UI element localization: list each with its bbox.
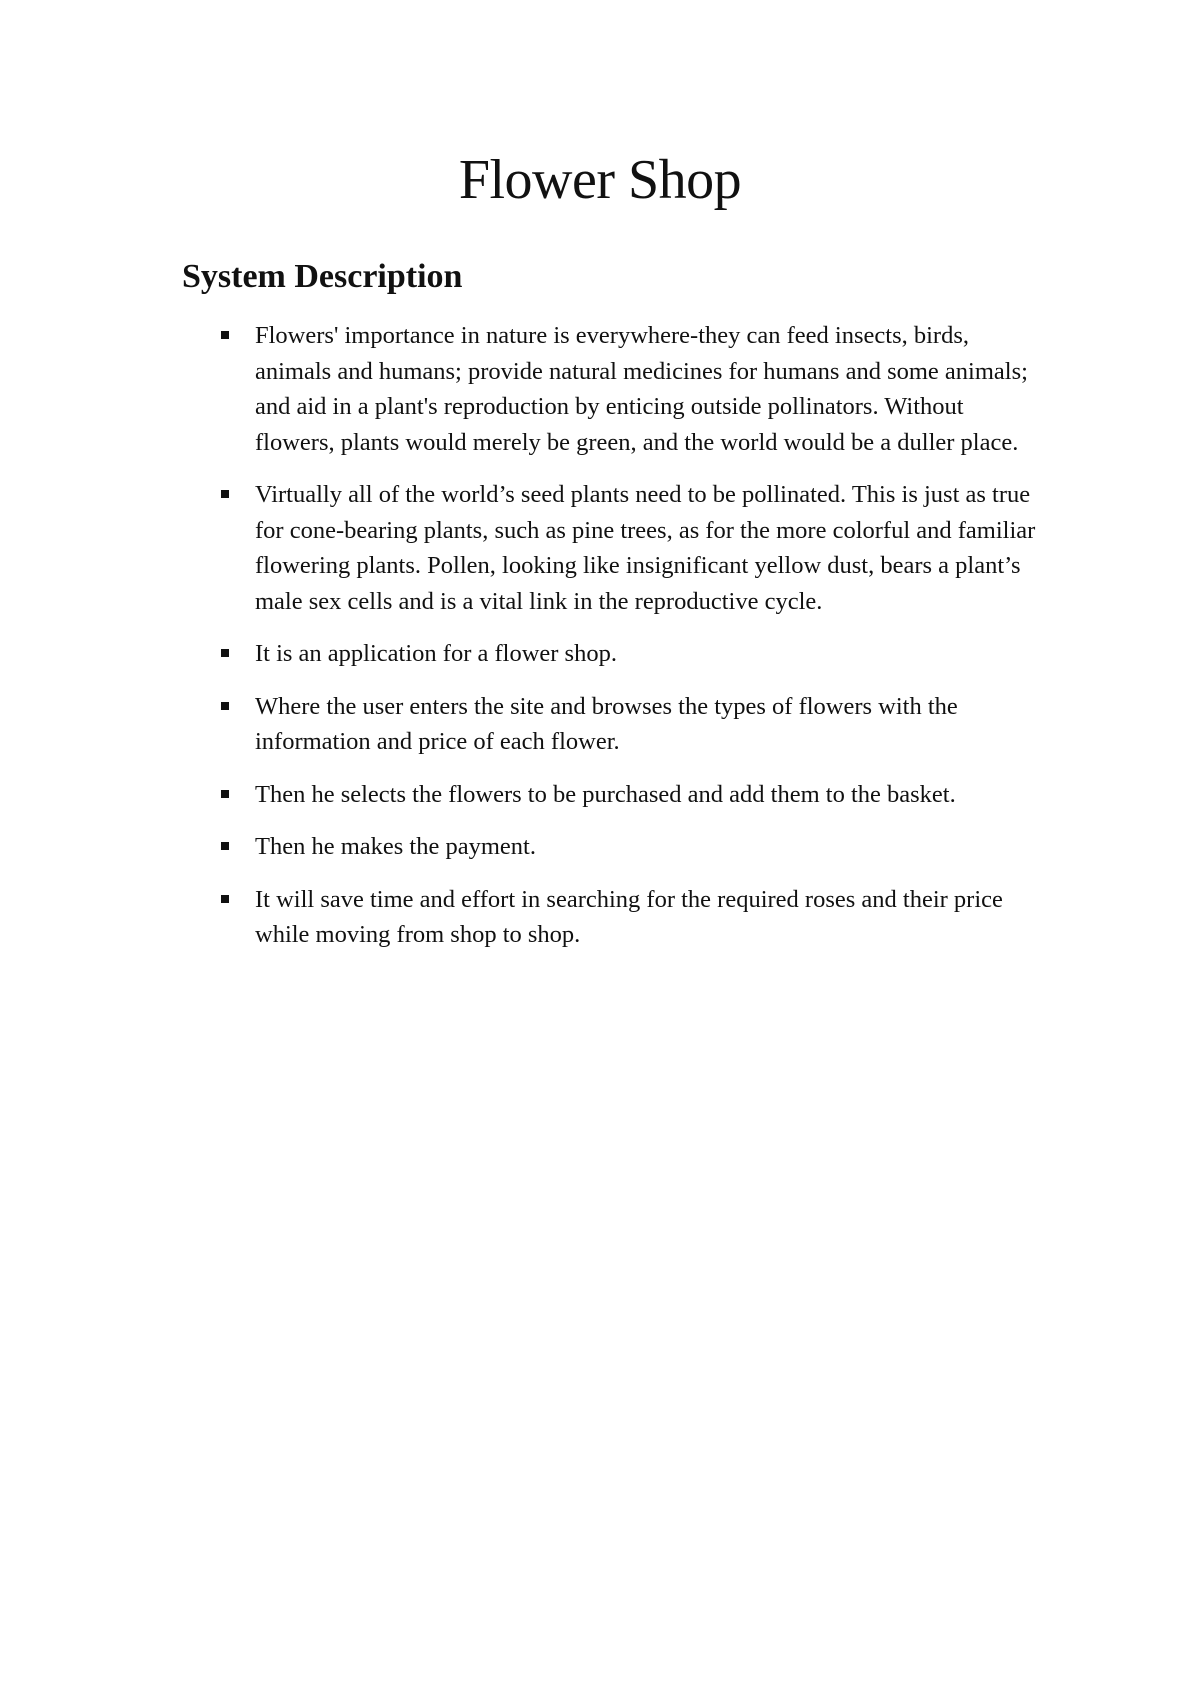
list-item-text: Then he selects the flowers to be purchased and add them to the basket. bbox=[255, 780, 956, 808]
list-item-text: Where the user enters the site and browses the types of flowers with the information and price of each flower. bbox=[255, 692, 958, 755]
square-bullet-icon bbox=[221, 842, 229, 850]
square-bullet-icon bbox=[221, 331, 229, 339]
section-heading: System Description bbox=[182, 258, 463, 295]
square-bullet-icon bbox=[221, 490, 229, 498]
bullet-list bbox=[220, 318, 1040, 970]
list-item bbox=[220, 689, 1040, 760]
list-item bbox=[220, 882, 1040, 953]
list-item-text: Then he makes the payment. bbox=[255, 833, 536, 860]
list-item-text: Flowers' importance in nature is everywhere-they can feed insects, birds, animals and humans; provide natural medicines for humans and some animals; and aid in a plant's reproduction by enticing outside pollinators. Without flowers, plants would merely be green, and the world would be a duller place. bbox=[255, 322, 1028, 456]
square-bullet-icon bbox=[221, 790, 229, 798]
square-bullet-icon bbox=[221, 702, 229, 710]
square-bullet-icon bbox=[221, 895, 229, 903]
list-item bbox=[220, 477, 1040, 619]
list-item bbox=[220, 829, 1040, 865]
list-item bbox=[220, 636, 1040, 672]
list-item-text: It will save time and effort in searching for the required roses and their price while moving from shop to shop. bbox=[255, 885, 1003, 948]
list-item-text: It is an application for a flower shop. bbox=[255, 640, 617, 667]
list-item-text: Virtually all of the world’s seed plants need to be pollinated. This is just as true for cone-bearing plants, such as pine trees, as for the more colorful and familiar flowering plants. Pollen, looking like insignificant yellow dust, bears a plant’s male sex cells and is a vital link in the reproductive cycle. bbox=[255, 481, 1036, 615]
list-item bbox=[220, 318, 1040, 460]
page-title: Flower Shop bbox=[458, 149, 742, 211]
square-bullet-icon bbox=[221, 649, 229, 657]
list-item bbox=[220, 777, 1040, 813]
